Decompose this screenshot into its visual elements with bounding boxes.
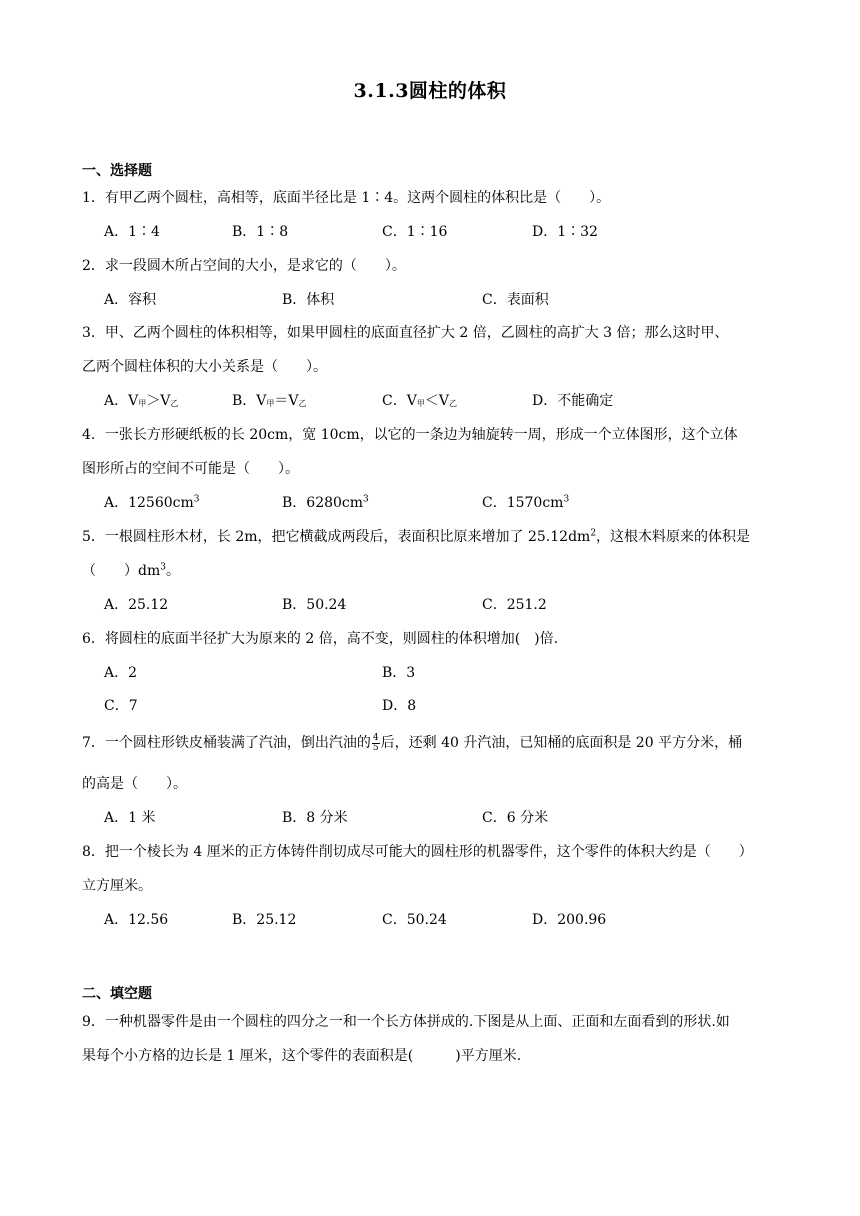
question-8-option-c: C．50.24 xyxy=(382,912,447,928)
question-6-option-b: B．3 xyxy=(382,665,416,681)
question-2-option-b: B．体积 xyxy=(282,292,335,308)
question-2-stem: 2．求一段圆木所占空间的大小，是求它的（ ）。 xyxy=(82,258,406,274)
fraction-four-fifths: $\frac{4}{5}$ xyxy=(372,732,379,753)
question-6-option-a: A．2 xyxy=(104,665,138,681)
question-6-option-c: C．7 xyxy=(104,698,138,714)
section-heading-choice: 一、选择题 xyxy=(82,163,152,179)
question-4-stem-line1: 4．一张长方形硬纸板的长 20cm，宽 10cm，以它的一条边为轴旋转一周，形成一个立体图形，这个立体 xyxy=(82,427,738,443)
question-5-stem-line2: （ ）$dm^3$。 xyxy=(82,562,180,579)
question-5-option-c: C．251.2 xyxy=(482,597,547,613)
question-9-stem-line1: 9．一种机器零件是由一个圆柱的四分之一和一个长方体拼成的.下图是从上面、正面和左面看到的形状.如 xyxy=(82,1014,730,1030)
question-7-option-c: C．6 分米 xyxy=(482,810,549,826)
question-8-stem-line2: 立方厘米。 xyxy=(82,878,152,894)
question-8-option-a: A．12.56 xyxy=(104,912,169,928)
page-title: 3.1.3圆柱的体积 xyxy=(353,80,507,102)
question-4-option-b: B．$6280cm^3$ xyxy=(282,494,369,511)
question-4-stem-line2: 图形所占的空间不可能是（ ）。 xyxy=(82,461,299,477)
question-3-stem-line1: 3．甲、乙两个圆柱的体积相等，如果甲圆柱的底面直径扩大 2 倍，乙圆柱的高扩大 3 倍；那么这时甲、 xyxy=(82,325,729,341)
question-7-stem-line2: 的高是（ ）。 xyxy=(82,776,187,792)
question-1-option-b: B．1∶8 xyxy=(232,224,289,240)
question-4-option-a: A．$12560cm^3$ xyxy=(104,494,200,511)
question-6-option-d: D．8 xyxy=(382,698,417,714)
question-3-option-a: A．$V_甲>V_乙$ xyxy=(104,393,179,409)
question-2-option-a: A．容积 xyxy=(104,292,157,308)
question-3-option-c: C．$V_甲<V_乙$ xyxy=(382,393,457,409)
question-1-option-d: D．1∶32 xyxy=(532,224,598,240)
question-3-option-d: D．不能确定 xyxy=(532,393,614,409)
question-7-stem-line1: 7．一个圆柱形铁皮桶装满了汽油，倒出汽油的 $\frac{4}{5}$ 后，还剩 40 升汽油，已知桶的底面积是 20 平方分米，桶 xyxy=(82,732,743,753)
question-2-option-c: C．表面积 xyxy=(482,292,549,308)
question-8-stem-line1: 8．把一个棱长为 4 厘米的正方体铸件削切成尽可能大的圆柱形的机器零件，这个零件的体积大约是（ ） xyxy=(82,844,753,860)
question-7-option-b: B．8 分米 xyxy=(282,810,348,826)
question-7-option-a: A．1 米 xyxy=(104,810,156,826)
section-heading-fill-blank: 二、填空题 xyxy=(82,986,152,1002)
question-3-stem-line2: 乙两个圆柱体积的大小关系是（ ）。 xyxy=(82,359,327,375)
question-4-option-c: C．$1570cm^3$ xyxy=(482,494,570,511)
question-5-stem-line1: 5．一根圆柱形木材，长 2m，把它横截成两段后，表面积比原来增加了 $25.12dm^2$，这根木料原来的体积是 xyxy=(82,528,751,545)
question-1-option-a: A．1∶4 xyxy=(104,224,160,240)
question-5-option-b: B．50.24 xyxy=(282,597,347,613)
question-6-stem: 6．将圆柱的底面半径扩大为原来的 2 倍，高不变，则圆柱的体积增加( )倍. xyxy=(82,631,559,647)
question-9-stem-line2: 果每个小方格的边长是 1 厘米，这个零件的表面积是( )平方厘米. xyxy=(82,1048,522,1064)
question-1-option-c: C．1∶16 xyxy=(382,224,448,240)
question-3-option-b: B．$V_甲=V_乙$ xyxy=(232,393,307,409)
question-8-option-b: B．25.12 xyxy=(232,912,297,928)
question-5-option-a: A．25.12 xyxy=(104,597,169,613)
question-8-option-d: D．200.96 xyxy=(532,912,607,928)
question-1-stem: 1．有甲乙两个圆柱，高相等，底面半径比是 1∶4。这两个圆柱的体积比是（ ）。 xyxy=(82,190,611,206)
